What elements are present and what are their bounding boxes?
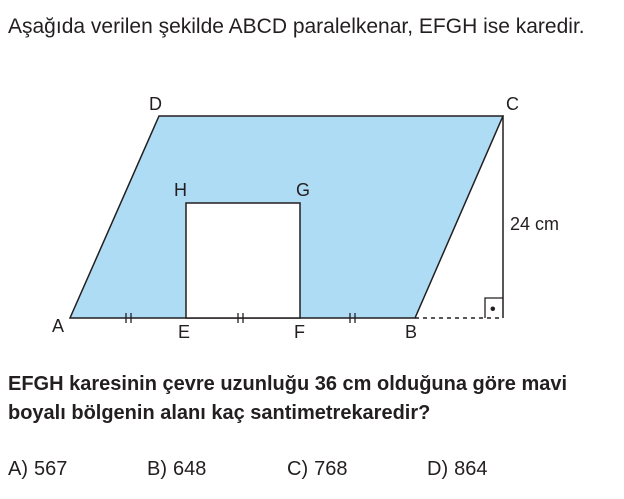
- problem-intro: Aşağıda verilen şekilde ABCD paralelkenar, EFGH ise karedir.: [8, 15, 585, 38]
- right-angle-dot: •: [490, 301, 496, 318]
- vertex-label-c: C: [506, 94, 519, 114]
- option-d-letter: D): [427, 458, 449, 480]
- option-b-letter: B): [147, 458, 167, 480]
- option-a-letter: A): [8, 458, 28, 480]
- answer-options: [0, 458, 624, 486]
- option-a[interactable]: [8, 458, 67, 481]
- vertex-label-b: B: [405, 322, 418, 342]
- vertex-label-h: H: [174, 180, 187, 200]
- height-label: 24 cm: [510, 214, 560, 234]
- option-b-value: 648: [173, 458, 207, 480]
- vertex-label-d: D: [149, 94, 162, 114]
- option-a-value: 567: [34, 458, 68, 480]
- option-c-value: 768: [314, 458, 348, 480]
- vertex-label-e: E: [178, 322, 191, 342]
- vertex-label-a: A: [52, 316, 65, 336]
- option-c-letter: C): [287, 458, 309, 480]
- vertex-label-f: F: [294, 322, 305, 342]
- square-efgh: [186, 203, 300, 318]
- option-d[interactable]: [427, 458, 487, 481]
- vertex-label-g: G: [296, 180, 311, 200]
- question-text: EFGH karesinin çevre uzunluğu 36 cm olduğuna göre mavi boyalı bölgenin alanı kaç santimetrekaredir?: [8, 373, 568, 424]
- option-d-value: 864: [454, 458, 488, 480]
- option-c[interactable]: [287, 458, 347, 481]
- option-b[interactable]: [147, 458, 206, 481]
